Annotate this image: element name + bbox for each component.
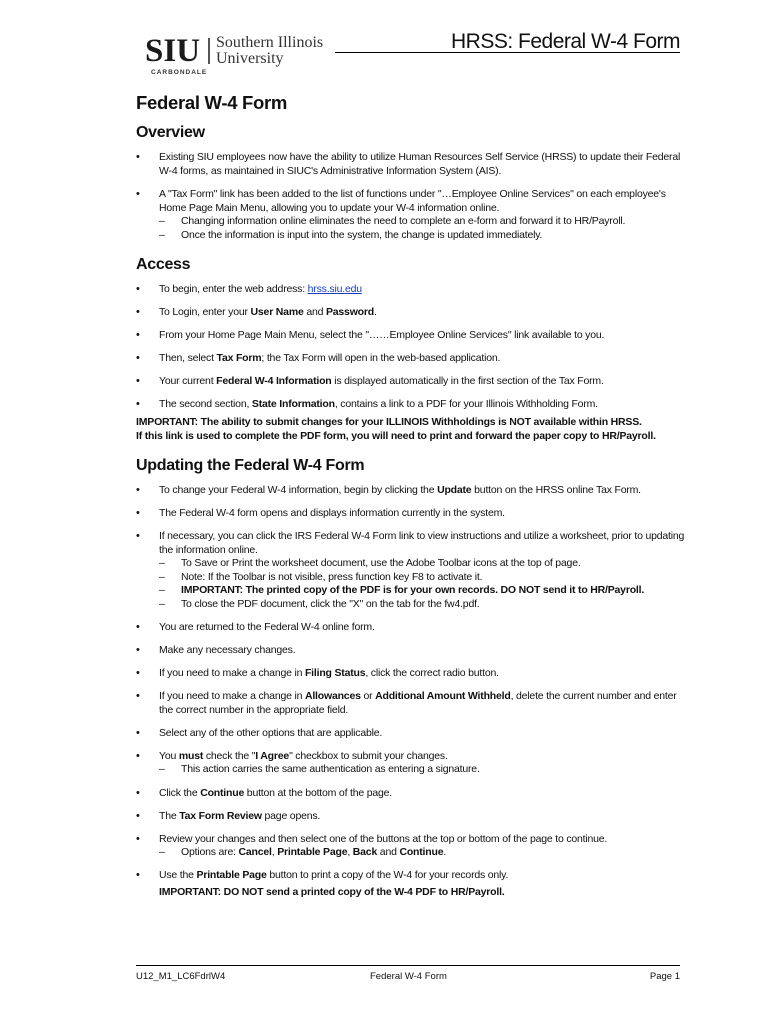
updating-list: [136, 483, 691, 899]
access-list: [136, 282, 691, 411]
list-item: [136, 832, 691, 860]
logo-abbrev: SIU: [145, 33, 201, 69]
list-item: [136, 506, 691, 520]
text: or: [360, 690, 376, 702]
text: Review your changes and then select one of the buttons at the top or bottom of the page to continue.: [159, 832, 608, 845]
logo-campus: CARBONDALE: [151, 69, 208, 76]
logo-name-line2: University: [216, 50, 284, 67]
important-line: If this link is used to complete the PDF form, you will need to print and forward the paper copy to HR/Payroll.: [136, 430, 656, 442]
document-body: [136, 92, 691, 908]
text-bold: I Agree: [255, 750, 290, 762]
list-item: [136, 150, 691, 178]
text: Your current: [159, 375, 217, 387]
text-bold: Continue: [200, 786, 245, 799]
sub-item: – To Save or Print the worksheet document, use the Adobe Toolbar icons at the top of page.: [159, 557, 691, 571]
text: Select any of the other options that are applicable.: [159, 727, 383, 739]
sub-item: – This action carries the same authentication as entering a signature.: [159, 763, 691, 777]
list-item: [136, 643, 691, 657]
list-item: [136, 786, 691, 800]
sub-item: – Changing information online eliminates the need to complete an e-form and forward it to HR/Payroll.: [159, 215, 691, 229]
sub-list: [159, 846, 691, 860]
text: button at the bottom of the page.: [244, 786, 392, 799]
overview-list: [136, 150, 691, 242]
important-notice: [136, 415, 691, 443]
list-item: [136, 282, 691, 296]
text-bold: IMPORTANT: The printed copy of the PDF is for your own records. DO NOT send it to HR/Payroll.: [181, 584, 645, 596]
text: You are returned to the Federal W-4 online form.: [159, 621, 375, 633]
text: If necessary, you can click the IRS Federal W-4 Form link to view instructions and utilize a worksheet, prior to updating the information online.: [159, 530, 685, 556]
list-item: [136, 666, 691, 680]
list-item: [136, 689, 691, 717]
text: button on the HRSS online Tax Form.: [471, 484, 641, 496]
text: The: [159, 809, 180, 822]
sub-item: – Once the information is input into the system, the change is updated immediately.: [159, 229, 691, 243]
important-notice: IMPORTANT: DO NOT send a printed copy of the W-4 PDF to HR/Payroll.: [159, 886, 505, 898]
sub-item: – To close the PDF document, click the "X" on the tab for the fw4.pdf.: [159, 598, 691, 612]
text: " checkbox to submit your changes.: [289, 750, 448, 762]
sub-item: – Note: If the Toolbar is not visible, press function key F8 to activate it.: [159, 571, 691, 585]
text-bold: Federal W-4 Information: [216, 375, 332, 387]
footer-page-number: Page 1: [649, 971, 680, 982]
text: To Login, enter your: [159, 306, 251, 318]
text: The Federal W-4 form opens and displays information currently in the system.: [159, 507, 505, 519]
text-bold: Filing Status: [304, 667, 366, 679]
text-bold: Back: [352, 845, 378, 858]
access-heading: Access: [136, 256, 191, 273]
access-section: [136, 256, 691, 443]
logo-name: [216, 35, 323, 67]
updating-section: [136, 457, 691, 899]
sub-list: [159, 215, 691, 242]
footer-rule: [136, 965, 680, 966]
text-bold: Printable Page: [196, 869, 267, 881]
bullet-text: Existing SIU employees now have the ability to utilize Human Resources Self Service (HRSS) to update their Federal W-4 forms, as maintained in SIUC's Administrative Information System (AIS).: [159, 151, 681, 177]
footer-title: Federal W-4 Form: [370, 971, 447, 982]
list-item: [136, 483, 691, 497]
sub-list: [159, 763, 691, 777]
list-item: [136, 529, 691, 611]
text: .: [443, 845, 447, 858]
overview-section: [136, 124, 691, 242]
text: , delete the current number and enter the correct number in the appropriate field.: [159, 690, 677, 716]
header-title: HRSS: Federal W-4 Form: [451, 30, 680, 53]
text-bold: User Name: [250, 306, 304, 318]
logo-name-line1: Southern Illinois: [216, 34, 324, 51]
list-item: [136, 305, 691, 319]
text: check the ": [203, 750, 256, 762]
text: is displayed automatically in the first section of the Tax Form.: [331, 375, 604, 387]
text: page opens.: [261, 809, 321, 822]
text: To begin, enter the web address:: [159, 283, 308, 295]
important-line: IMPORTANT: The ability to submit changes for your ILLINOIS Withholdings is NOT available within HRSS.: [136, 416, 642, 428]
text-bold: State Information: [251, 398, 335, 410]
sub-item: [159, 584, 691, 598]
text-bold: Tax Form: [216, 352, 262, 364]
text: If you need to make a change in: [159, 690, 305, 702]
sub-item: [159, 846, 691, 860]
page-title: Federal W-4 Form: [136, 92, 288, 113]
text: Options are:: [181, 845, 239, 858]
overview-heading: Overview: [136, 124, 205, 141]
text: Use the: [159, 869, 197, 881]
list-item: [136, 868, 691, 899]
list-item: [136, 187, 691, 242]
text: To change your Federal W-4 information, begin by clicking the: [159, 484, 438, 496]
text: ,: [271, 845, 278, 858]
text: ; the Tax Form will open in the web-based application.: [261, 352, 501, 364]
text: If you need to make a change in: [159, 667, 305, 679]
text-bold: Allowances: [304, 690, 361, 702]
text-bold: Additional Amount Withheld: [375, 690, 511, 702]
list-item: [136, 749, 691, 777]
text: Then, select: [159, 352, 217, 364]
text: and: [377, 845, 400, 858]
text: ,: [347, 845, 353, 858]
text-bold: Cancel: [238, 845, 272, 858]
list-item: [136, 726, 691, 740]
list-item: [136, 620, 691, 634]
list-item: [136, 351, 691, 365]
text: and: [303, 306, 326, 318]
text: button to print a copy of the W-4 for your records only.: [266, 869, 509, 881]
logo-separator: [208, 38, 210, 64]
text: You: [159, 750, 179, 762]
text-bold: Tax Form Review: [179, 809, 262, 822]
text: From your Home Page Main Menu, select the "……Employee Online Services" link available to you.: [159, 329, 605, 341]
text-bold: must: [178, 750, 204, 762]
text: , contains a link to a PDF for your Illinois Withholding Form.: [334, 398, 598, 410]
list-item: [136, 809, 691, 823]
text-bold: Printable Page: [277, 845, 348, 858]
text-bold: Continue: [399, 845, 444, 858]
text: , click the correct radio button.: [365, 667, 499, 679]
footer-doc-id: U12_M1_LC6FdrlW4: [136, 971, 226, 982]
updating-heading: Updating the Federal W-4 Form: [136, 457, 365, 474]
list-item: [136, 397, 691, 411]
text: The second section,: [159, 398, 252, 410]
list-item: [136, 374, 691, 388]
siu-logo: [145, 34, 345, 80]
list-item: [136, 328, 691, 342]
sub-list: [159, 557, 691, 611]
text-bold: Password: [325, 306, 374, 318]
hrss-link[interactable]: hrss.siu.edu: [307, 283, 362, 295]
text: Make any necessary changes.: [159, 644, 296, 656]
text: .: [373, 306, 377, 318]
text: Click the: [159, 786, 201, 799]
bullet-text: A "Tax Form" link has been added to the list of functions under "…Employee Online Services" on each employee's Home Page Main Menu, allowing you to update your W-4 information online.: [159, 188, 666, 214]
text-bold: Update: [437, 484, 472, 496]
